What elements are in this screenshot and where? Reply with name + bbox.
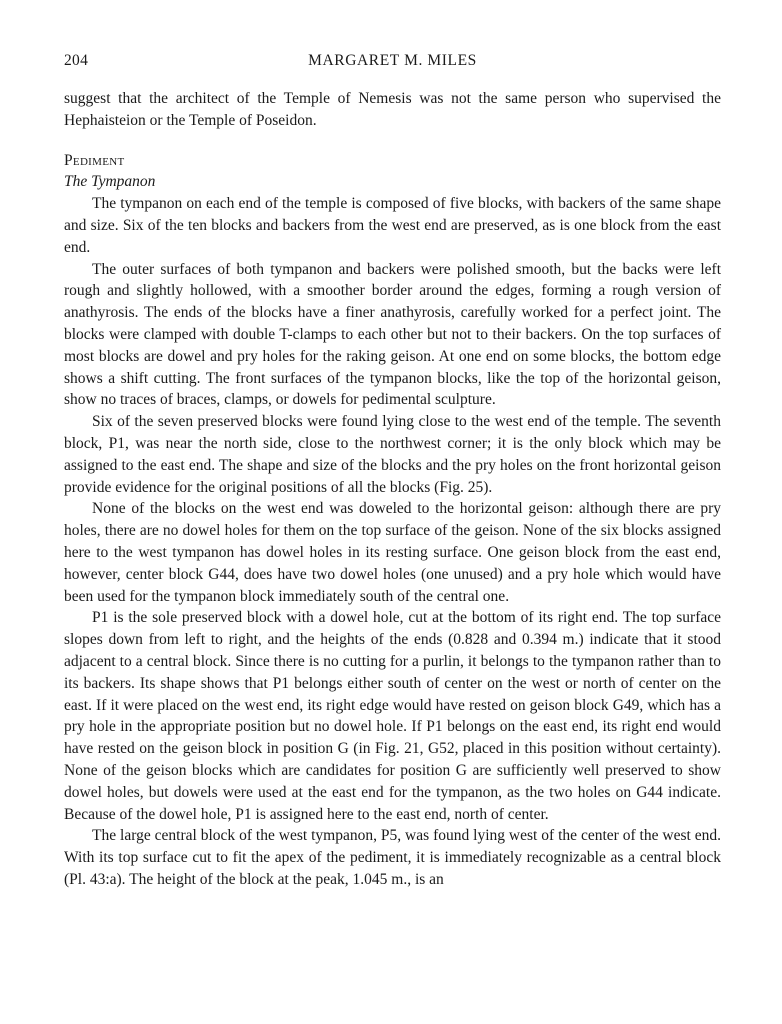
subsection-heading: The Tympanon [64, 173, 156, 191]
running-header [64, 52, 721, 76]
section-heading: Pediment [64, 151, 125, 169]
paragraph: Six of the seven preserved blocks were found lying close to the west end of the temple. The seventh block, P1, was near the north side, close to the northwest corner; it is the only block which may be assigned to the east end. The shape and size of the blocks and the pry holes on the front horizontal geison provide evidence for the original positions of all the blocks (Fig. 25). [64, 413, 721, 496]
body-text [64, 88, 721, 891]
paragraph: The outer surfaces of both tympanon and backers were polished smooth, but the backs were left rough and slightly hollowed, with a smoother border around the edges, forming a rough version of anathyrosis. The ends of the blocks have a finer anathyrosis, carefully worked for a perfect joint. The blocks were clamped with double T-clamps to each other but not to their backers. On the top surfaces of most blocks are dowel and pry holes for the raking geison. At one end on some blocks, the bottom edge shows a shift cutting. The front surfaces of the tympanon blocks, like the top of the horizontal geison, show no traces of braces, clamps, or dowels for pedimental sculpture. [64, 260, 721, 409]
paragraph: None of the blocks on the west end was doweled to the horizontal geison: although there are pry holes, there are no dowel holes for them on the top surface of the geison. None of the six blocks assigned here to the west tympanon has dowel holes in its resting surface. One geison block from the east end, however, center block G44, does have two dowel holes (one unused) and a pry hole which would have been used for the tympanon block immediately south of the central one. [64, 500, 721, 605]
author-running-head: MARGARET M. MILES [308, 52, 477, 69]
paragraph: The large central block of the west tympanon, P5, was found lying west of the center of the west end. With its top surface cut to fit the apex of the pediment, it is immediately recognizable as a central block (Pl. 43:a). The height of the block at the peak, 1.045 m., is an [64, 827, 721, 888]
page [64, 52, 721, 891]
paragraph: The tympanon on each end of the temple is composed of five blocks, with backers of the same shape and size. Six of the ten blocks and backers from the west end are preserved, as is one block from the east end. [64, 195, 721, 256]
paragraph: P1 is the sole preserved block with a dowel hole, cut at the bottom of its right end. The top surface slopes down from left to right, and the heights of the ends (0.828 and 0.394 m.) indicate that it stood adjacent to a central block. Since there is no cutting for a purlin, it belongs to the tympanon rather than to its backers. Its shape shows that P1 belongs either south of center on the west or north of center on the east. If it were placed on the west end, its right edge would have rested on geison block G49, which has a pry hole in the appropriate position but no dowel hole. If P1 belongs on the east end, its right end would have rested on the geison block in position G (in Fig. 21, G52, placed in this position without certainty). None of the geison blocks which are candidates for position G are sufficiently well preserved to show dowel holes, but dowels were used at the east end for the tympanon, as the two holes on G44 indicate. Because of the dowel hole, P1 is assigned here to the east end, north of center. [64, 609, 721, 823]
opening-paragraph: suggest that the architect of the Temple of Nemesis was not the same person who supervised the Hephaisteion or the Temple of Poseidon. [64, 90, 721, 129]
page-number: 204 [64, 52, 89, 69]
